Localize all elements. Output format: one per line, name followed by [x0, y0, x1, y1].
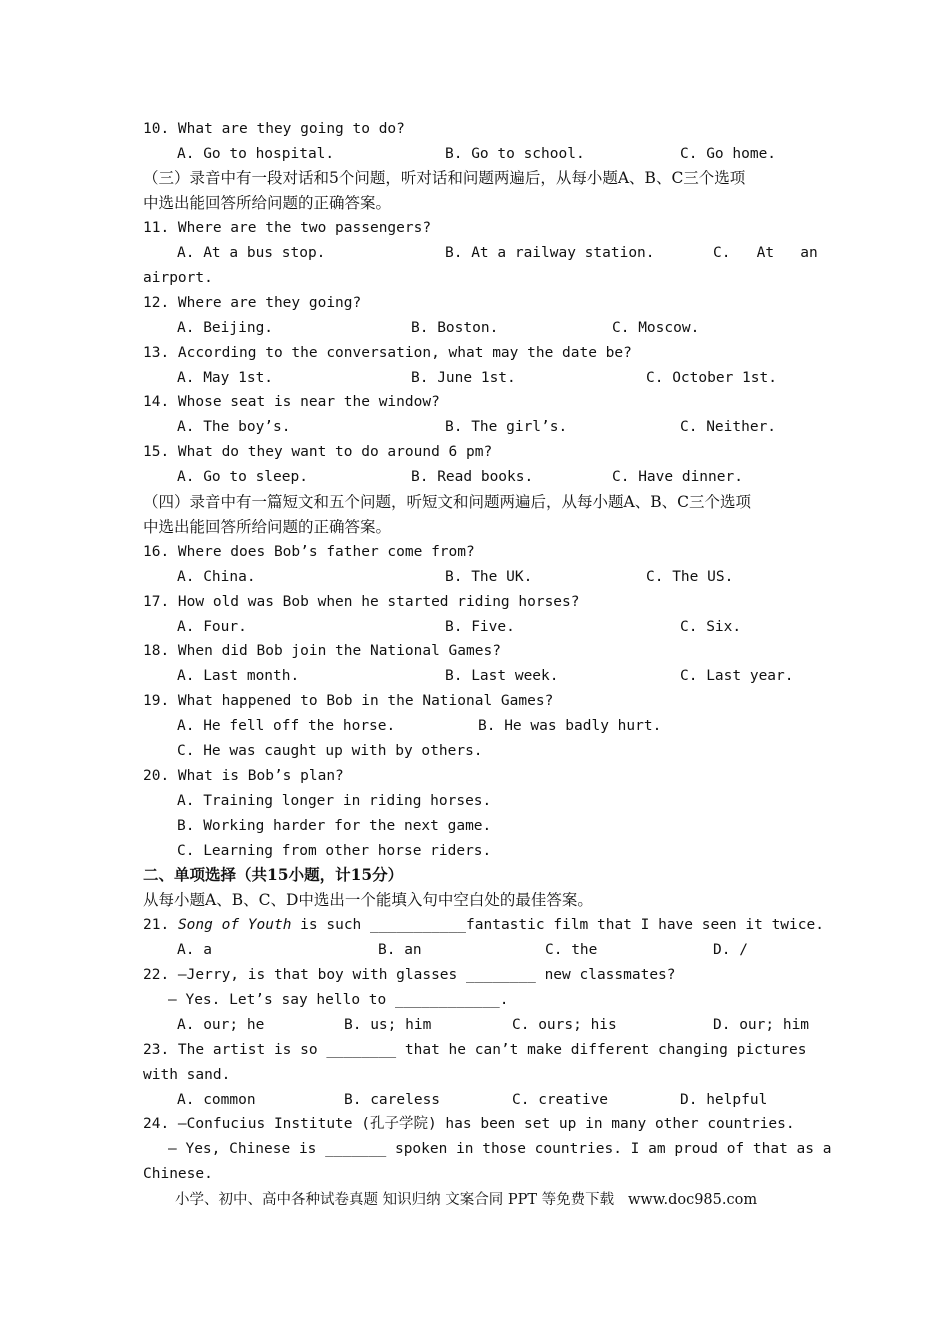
question-21-option-c: C. the [545, 942, 598, 958]
question-10-option-c: C. Go home. [680, 146, 777, 162]
question-21-option-b: B. an [378, 942, 422, 958]
question-16-option-c: C. The US. [646, 569, 734, 585]
question-22-option-a: A. our; he [177, 1017, 265, 1033]
question-11-option-b: B. At a railway station. [445, 245, 655, 261]
question-23-option-c: C. creative [512, 1092, 609, 1108]
question-13-stem: 13. According to the conversation, what may the date be? [143, 345, 632, 361]
question-20-option-c: C. Learning from other horse riders. [177, 843, 492, 859]
question-19-option-c: C. He was caught up with by others. [177, 743, 483, 759]
question-22-line-1: 22. –Jerry, is that boy with glasses ________ new classmates? [143, 967, 676, 983]
question-10-stem: 10. What are they going to do? [143, 121, 405, 137]
question-12-stem: 12. Where are they going? [143, 295, 362, 311]
question-16-option-b: B. The UK. [445, 569, 533, 585]
question-13-option-c: C. October 1st. [646, 370, 777, 386]
section-2-heading: 二、单项选择（共15小题，计15分） [143, 865, 404, 884]
question-17-option-a: A. Four. [177, 619, 247, 635]
question-19-stem: 19. What happened to Bob in the National Games? [143, 693, 554, 709]
part-3-instruction-line-2: 中选出能回答所给问题的正确答案。 [143, 194, 392, 212]
question-15-stem: 15. What do they want to do around 6 pm? [143, 444, 493, 460]
question-11-option-c: C. At an [713, 245, 818, 261]
question-23-line-2: with sand. [143, 1067, 231, 1083]
page-footer: 小学、初中、高中各种试卷真题 知识归纳 文案合同 PPT 等免费下载 www.doc985.com [175, 1192, 758, 1208]
question-14-option-a: A. The boy’s. [177, 419, 291, 435]
question-24-line-3: Chinese. [143, 1166, 213, 1182]
question-12-option-b: B. Boston. [411, 320, 499, 336]
question-12-option-a: A. Beijing. [177, 320, 274, 336]
question-10-option-a: A. Go to hospital. [177, 146, 335, 162]
part-4-instruction-line-1: （四）录音中有一篇短文和五个问题，听短文和问题两遍后，从每小题A、B、C三个选项 [143, 493, 751, 511]
question-18-option-c: C. Last year. [680, 668, 794, 684]
question-23-option-b: B. careless [344, 1092, 441, 1108]
question-22-option-d: D. our; him [713, 1017, 810, 1033]
question-19-option-a: A. He fell off the horse. [177, 718, 396, 734]
question-23-option-a: A. common [177, 1092, 256, 1108]
question-18-stem: 18. When did Bob join the National Games? [143, 643, 501, 659]
part-3-instruction-line-1: （三）录音中有一段对话和5个问题，听对话和问题两遍后，从每小题A、B、C三个选项 [143, 169, 746, 187]
section-2-instruction: 从每小题A、B、C、D中选出一个能填入句中空白处的最佳答案。 [143, 891, 593, 909]
question-23-line-1: 23. The artist is so ________ that he can’t make different changing pictures [143, 1042, 807, 1058]
question-20-option-a: A. Training longer in riding horses. [177, 793, 492, 809]
question-22-option-c: C. ours; his [512, 1017, 617, 1033]
question-15-option-c: C. Have dinner. [612, 469, 743, 485]
question-18-option-b: B. Last week. [445, 668, 559, 684]
question-14-option-c: C. Neither. [680, 419, 777, 435]
question-12-option-c: C. Moscow. [612, 320, 700, 336]
question-17-option-c: C. Six. [680, 619, 742, 635]
question-13-option-b: B. June 1st. [411, 370, 516, 386]
question-20-option-b: B. Working harder for the next game. [177, 818, 492, 834]
question-21-option-a: A. a [177, 942, 212, 958]
question-14-option-b: B. The girl’s. [445, 419, 568, 435]
question-15-option-a: A. Go to sleep. [177, 469, 308, 485]
part-4-instruction-line-2: 中选出能回答所给问题的正确答案。 [143, 518, 392, 536]
question-20-stem: 20. What is Bob’s plan? [143, 768, 344, 784]
question-22-line-2: – Yes. Let’s say hello to ____________. [168, 992, 509, 1008]
question-23-option-d: D. helpful [680, 1092, 768, 1108]
question-14-stem: 14. Whose seat is near the window? [143, 394, 440, 410]
question-11-stem: 11. Where are the two passengers? [143, 220, 432, 236]
question-11-option-a: A. At a bus stop. [177, 245, 326, 261]
question-21-number: 21. [143, 917, 170, 933]
question-17-option-b: B. Five. [445, 619, 515, 635]
question-21-option-d: D. / [713, 942, 748, 958]
question-22-option-b: B. us; him [344, 1017, 432, 1033]
question-13-option-a: A. May 1st. [177, 370, 274, 386]
question-18-option-a: A. Last month. [177, 668, 300, 684]
question-10-option-b: B. Go to school. [445, 146, 585, 162]
question-17-stem: 17. How old was Bob when he started riding horses? [143, 594, 580, 610]
question-24-line-1: 24. –Confucius Institute (孔子学院) has been set up in many other countries. [143, 1116, 795, 1132]
question-21-text: is such ___________fantastic film that I have seen it twice. [291, 917, 824, 933]
question-24-line-2: – Yes, Chinese is _______ spoken in those countries. I am proud of that as a [168, 1141, 832, 1157]
question-11-option-c-continued: airport. [143, 270, 213, 286]
question-21-title: Song of Youth [177, 917, 292, 933]
question-21-stem [143, 915, 824, 935]
question-16-stem: 16. Where does Bob’s father come from? [143, 544, 475, 560]
question-15-option-b: B. Read books. [411, 469, 534, 485]
question-16-option-a: A. China. [177, 569, 256, 585]
question-19-option-b: B. He was badly hurt. [478, 718, 662, 734]
